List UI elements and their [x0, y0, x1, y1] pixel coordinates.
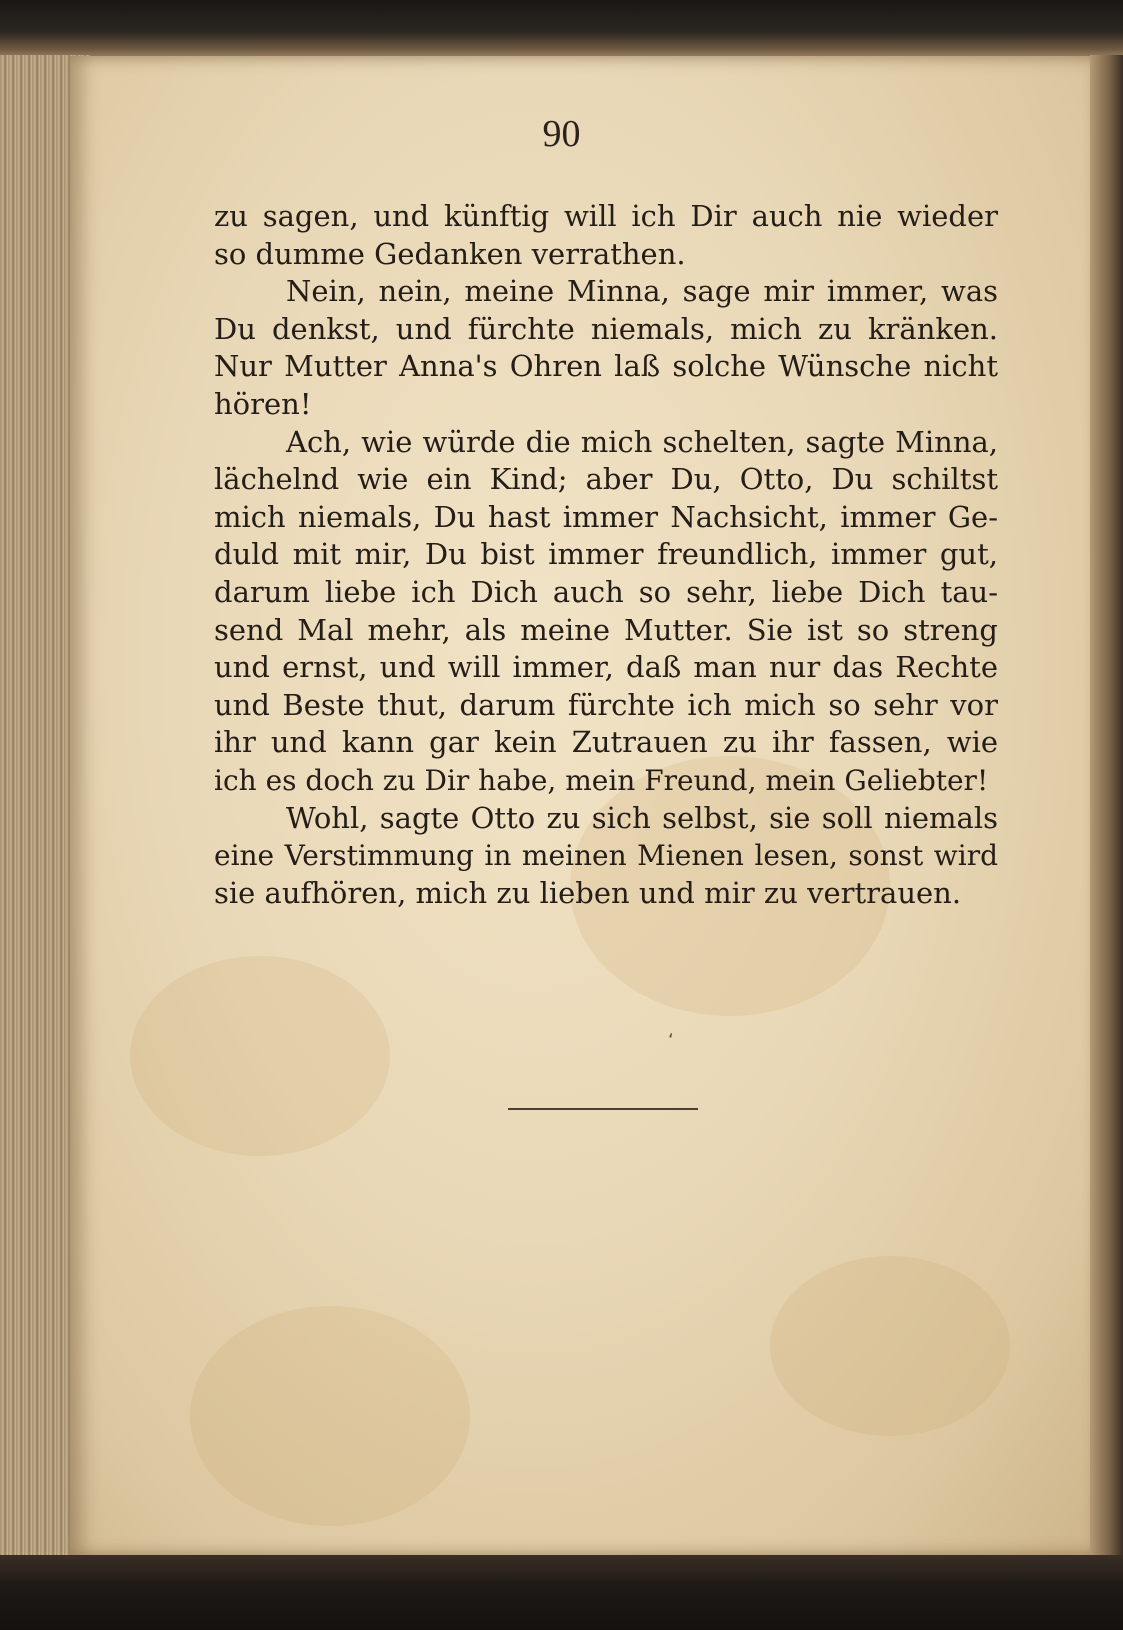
text-line: Nur Mutter Anna's Ohren laß solche Wünsche nicht	[214, 349, 998, 384]
text-line: und Beste thut, darum fürchte ich mich so sehr vor	[214, 687, 998, 722]
text-line: lächelnd wie ein Kind; aber Du, Otto, Du schiltst	[214, 462, 998, 497]
ink-mark: ʻ	[668, 1030, 674, 1051]
text-line: Nein, nein, meine Minna, sage mir immer, was	[286, 274, 998, 309]
text-line: so dumme Gedanken verrathen.	[214, 236, 686, 271]
text-line: Wohl, sagte Otto zu sich selbst, sie soll niemals	[286, 800, 998, 835]
book-binding-top	[0, 0, 1123, 58]
section-rule	[508, 1108, 698, 1110]
text-line: hören!	[214, 386, 312, 421]
text-line: ich es doch zu Dir habe, mein Freund, mein Geliebter!	[214, 763, 989, 797]
text-line: zu sagen, und künftig will ich Dir auch nie wieder	[214, 199, 998, 233]
text-line: send Mal mehr, als meine Mutter. Sie ist so streng	[214, 612, 998, 647]
text-line: ihr und kann gar kein Zutrauen zu ihr fassen, wie	[214, 725, 998, 760]
text-line: darum liebe ich Dich auch so sehr, liebe Dich tau-	[214, 574, 998, 609]
text-line: duld mit mir, Du bist immer freundlich, immer gut,	[214, 537, 998, 572]
text-line: Ach, wie würde die mich schelten, sagte Minna,	[286, 424, 998, 459]
text-line: Du denkst, und fürchte niemals, mich zu kränken.	[214, 311, 998, 346]
book-binding-bottom	[0, 1555, 1123, 1630]
body-text	[214, 198, 998, 912]
page-number: 90	[542, 113, 581, 155]
text-line: mich niemals, Du hast immer Nachsicht, immer Ge-	[214, 499, 998, 534]
text-line: sie aufhören, mich zu lieben und mir zu vertrauen.	[214, 875, 962, 910]
page-right-edge	[1090, 55, 1123, 1560]
text-line: eine Verstimmung in meinen Mienen lesen, sonst wird	[214, 839, 998, 873]
text-line: und ernst, und will immer, daß man nur das Rechte	[214, 650, 998, 685]
